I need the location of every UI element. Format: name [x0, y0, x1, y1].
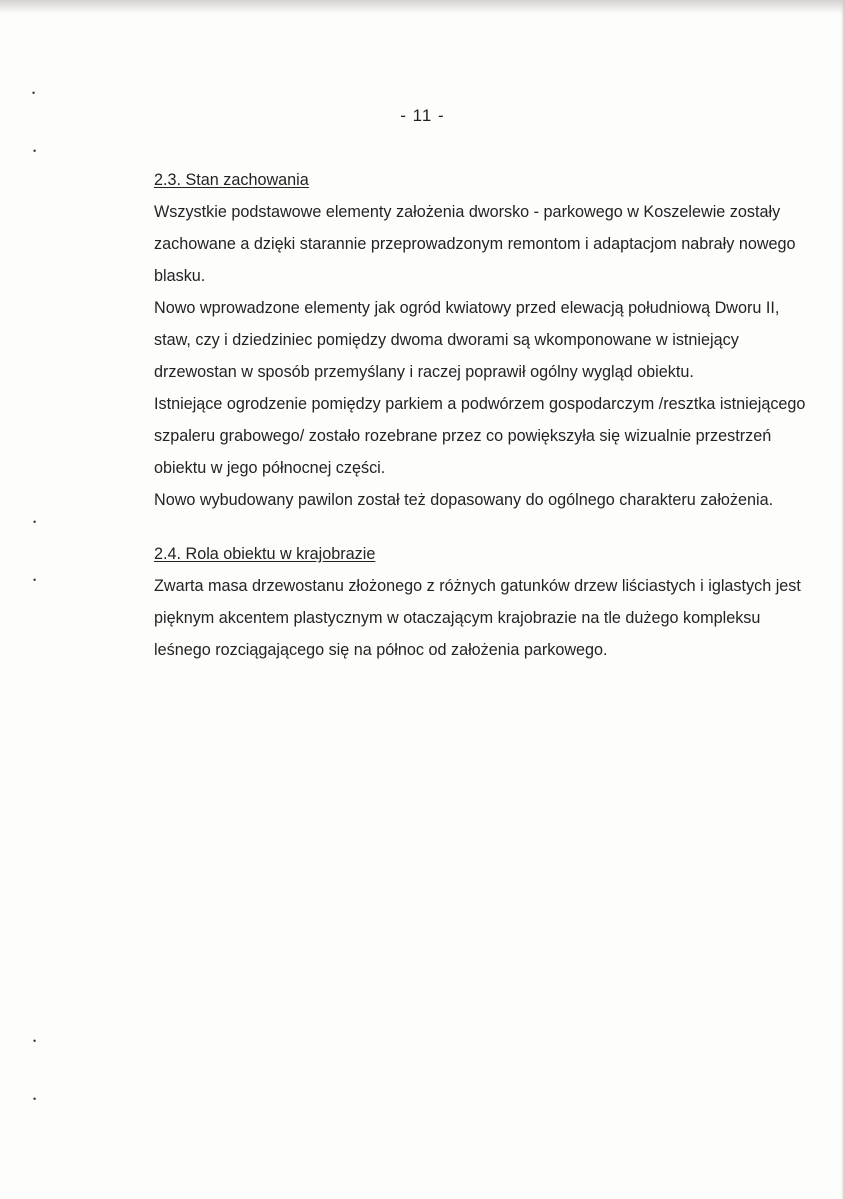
paragraph: Wszystkie podstawowe elementy założenia dworsko - parkowego w Koszelewie zostały zachowane a dzięki starannie przeprowadzonym remontom i adaptacjom nabrały nowego blasku. [154, 203, 796, 285]
punch-mark: • [33, 517, 37, 527]
paragraph: Nowo wybudowany pawilon został też dopasowany do ogólnego charakteru założenia. [154, 491, 774, 509]
punch-mark: • [33, 575, 37, 585]
page-number: - 11 - [400, 106, 445, 125]
document-body [154, 164, 814, 666]
punch-mark: • [33, 146, 37, 156]
paragraph: Zwarta masa drzewostanu złożonego z różnych gatunków drzew liściastych i iglastych jest pięknym akcentem plastycznym w otaczającym krajobrazie na tle dużego kompleksu leśnego rozciągającego się na północ od założenia parkowego. [154, 577, 801, 659]
paragraph: Istniejące ogrodzenie pomiędzy parkiem a podwórzem gospodarczym /resztka istniejącego szpaleru grabowego/ zostało rozebrane przez co powiększyła się wizualnie przestrzeń obiektu w jego północnej części. [154, 395, 806, 477]
scan-right-shadow [841, 0, 845, 1199]
punch-mark: • [33, 1094, 37, 1104]
section-heading: 2.4. Rola obiektu w krajobrazie [154, 545, 376, 563]
scan-top-shadow [0, 0, 845, 14]
paragraph: Nowo wprowadzone elementy jak ogród kwiatowy przed elewacją południową Dworu II, staw, czy i dziedziniec pomiędzy dwoma dworami są wkomponowane w istniejący drzewostan w sposób przemyślany i raczej poprawił ogólny wygląd obiektu. [154, 299, 780, 381]
punch-mark: • [33, 1036, 37, 1046]
punch-mark: • [32, 88, 36, 98]
section-stan-zachowania [154, 164, 814, 516]
section-rola-obiektu [154, 538, 814, 666]
section-heading: 2.3. Stan zachowania [154, 171, 309, 189]
